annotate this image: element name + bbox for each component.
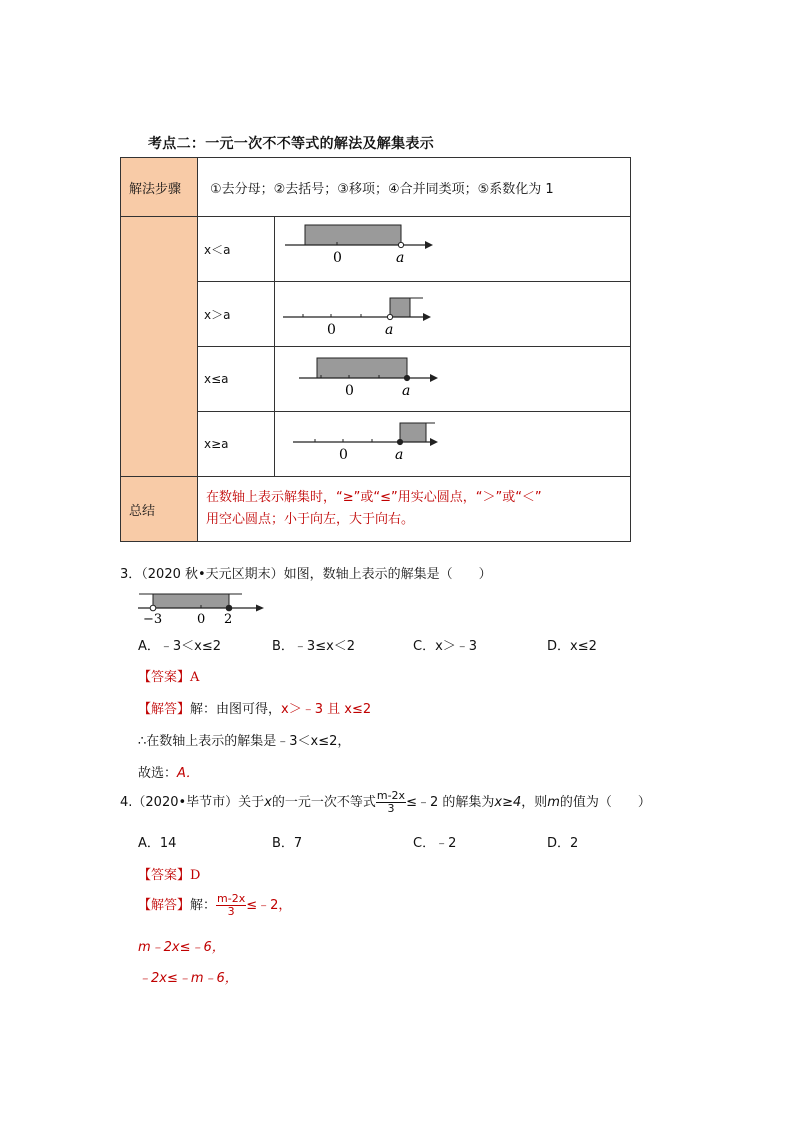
numberline-cell-ge	[275, 412, 631, 477]
q3-answer-line	[138, 666, 199, 685]
method-table	[120, 157, 631, 542]
zero-label: 0	[333, 250, 342, 266]
q4-stem-after-frac: ≤﹣2 的解集为	[406, 795, 495, 810]
q4-frac-num: m-2x	[376, 789, 406, 802]
a-label: a	[402, 383, 411, 399]
q4-stem-prefix: 4.（2020•毕节市）关于	[120, 795, 265, 810]
q4-answer-line	[138, 864, 200, 883]
q4-var-m: m	[547, 795, 560, 810]
summary-line-2: 用空心圆点；小于向左，大于向右。	[206, 512, 415, 527]
numberline-cell-lt	[275, 217, 631, 282]
steps-label: 解法步骤	[129, 181, 182, 197]
numberline-ge	[275, 412, 627, 472]
solution-shade	[390, 298, 410, 317]
q4-option-d: D．2	[547, 836, 579, 851]
q4-option-a: A．14	[138, 836, 177, 851]
q4-sol1-after: ≤﹣2，	[246, 898, 292, 913]
ineq-cell-lt	[198, 217, 275, 282]
q3-solution-tag: 【解答】	[138, 702, 191, 717]
q3-answer: A	[190, 670, 200, 685]
q4-cond: x≥4	[494, 795, 522, 810]
ineq-cell-gt	[198, 282, 275, 347]
open-dot	[387, 314, 392, 319]
q4-solution-line-1	[138, 893, 291, 918]
open-dot	[150, 605, 156, 611]
label-zero: 0	[197, 612, 206, 626]
q3-sol1-prefix: 解：由图可得，	[190, 702, 282, 717]
q3-solution-line-3	[138, 762, 199, 781]
numberline-cell-le	[275, 347, 631, 412]
solution-shade	[305, 225, 401, 245]
q4-solution-line-3: ﹣2x≤﹣m﹣6，	[138, 971, 238, 986]
q4-answer: D	[190, 868, 201, 883]
q4-solution-tag: 【解答】	[138, 898, 191, 913]
q4-sol-prefix: 解：	[190, 898, 217, 913]
q3-solution-line-2: ∴在数轴上表示的解集是﹣3＜x≤2，	[138, 734, 351, 749]
q4-sol-frac-den: 3	[227, 905, 235, 918]
steps-text: ①去分母；②去括号；③移项；④合并同类项；⑤系数化为 1	[210, 181, 554, 197]
solid-dot	[404, 375, 409, 380]
q4-answer-tag: 【答案】	[138, 868, 191, 883]
a-label: a	[385, 322, 394, 338]
solution-shade	[400, 423, 426, 442]
ineq-le: x≤a	[204, 372, 229, 386]
solid-dot	[226, 605, 232, 611]
summary-label-cell	[121, 477, 198, 542]
label-two: 2	[224, 612, 233, 626]
a-label: a	[396, 250, 405, 266]
q4-fraction	[376, 790, 406, 815]
steps-label-cell	[121, 158, 198, 217]
q4-sol-frac-num: m-2x	[217, 892, 246, 905]
numberline-cell-gt	[275, 282, 631, 347]
section-heading: 考点二：一元一次不不等式的解法及解集表示	[148, 136, 434, 152]
ineq-cell-ge	[198, 412, 275, 477]
q3-option-b: B．﹣3≤x＜2	[272, 639, 356, 654]
open-dot	[398, 242, 403, 247]
axis-arrow	[423, 313, 431, 321]
q3-option-d: D．x≤2	[547, 639, 597, 654]
steps-cell	[198, 158, 631, 217]
q3-stem: 3．（2020 秋•天元区期末）如图，数轴上表示的解集是（ ）	[120, 567, 492, 582]
numberline-gt	[275, 282, 627, 342]
q4-stem-tail1: ，则	[521, 795, 548, 810]
axis-arrow	[430, 374, 438, 382]
q4-option-c: C．﹣2	[413, 836, 457, 851]
q4-stem	[120, 790, 651, 815]
zero-label: 0	[345, 383, 354, 399]
summary-cell	[198, 477, 631, 542]
ineq-cell-le	[198, 347, 275, 412]
q4-frac-den: 3	[387, 802, 395, 815]
ineq-lt: x＜a	[204, 242, 231, 257]
zero-label: 0	[339, 447, 348, 463]
q4-stem-mid: 的一元一次不等式	[271, 795, 376, 810]
q4-option-b: B．7	[272, 836, 303, 851]
q3-option-c: C．x＞﹣3	[413, 639, 478, 654]
q4-var-x: x	[264, 795, 272, 810]
summary-line-1: 在数轴上表示解集时，“≥”或“≤”用实心圆点，“＞”或“＜”	[206, 490, 542, 505]
solution-shade	[153, 594, 229, 608]
axis-arrow	[256, 605, 264, 612]
q4-sol-fraction	[216, 893, 246, 918]
ineq-ge: x≥a	[204, 437, 229, 451]
q3-sol3-choice: A．	[177, 766, 199, 781]
solution-shade	[317, 358, 407, 378]
numberline-lt	[275, 217, 627, 277]
numberline-le	[275, 347, 627, 407]
numberline-label-cell	[121, 217, 198, 477]
q3-sol3-prefix: 故选：	[138, 766, 178, 781]
q3-option-a: A．﹣3＜x≤2	[138, 639, 222, 654]
ineq-gt: x＞a	[204, 307, 231, 322]
zero-label: 0	[327, 322, 336, 338]
q4-stem-tail2: 的值为（ ）	[559, 795, 651, 810]
q4-solution-line-2: m﹣2x≤﹣6，	[138, 940, 225, 955]
q3-numberline	[134, 586, 269, 626]
q3-solution-line-1	[138, 698, 371, 717]
q3-sol1-math: x＞﹣3 且 x≤2	[281, 702, 372, 717]
a-label: a	[395, 447, 404, 463]
axis-arrow	[430, 438, 438, 446]
solid-dot	[397, 439, 402, 444]
q3-answer-tag: 【答案】	[138, 670, 191, 685]
label-neg3: −3	[143, 612, 163, 626]
axis-arrow	[425, 241, 433, 249]
summary-label: 总结	[129, 503, 156, 519]
